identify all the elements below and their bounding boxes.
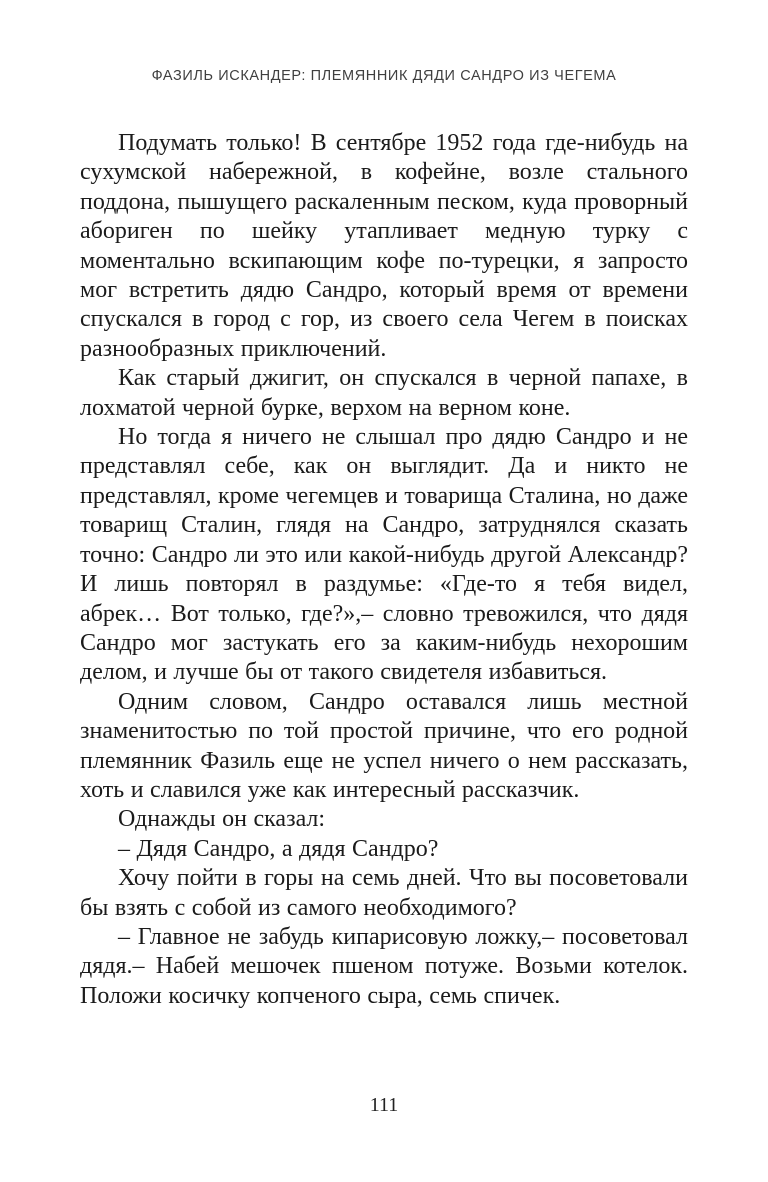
paragraph: Подумать только! В сентябре 1952 года где-нибудь на сухумской набережной, в кофейне, возле стального поддона, пышущего раскаленным песком, куда проворный абориген по шейку утапливает медную турку с моментально вскипающим кофе по-турецки, я запросто мог встретить дядю Сандро, который время от времени спускался в город с гор, из своего села Чегем в поисках разнообразных приключений. [80, 130, 688, 362]
body-text [80, 129, 688, 1011]
running-header: ФАЗИЛЬ ИСКАНДЕР: ПЛЕМЯННИК ДЯДИ САНДРО ИЗ ЧЕГЕМА [151, 68, 617, 84]
paragraph: Но тогда я ничего не слышал про дядю Сандро и не представлял себе, как он выглядит. Да и никто не представлял, кроме чегемцев и товарища Сталина, но даже товарищ Сталин, глядя на Сандро, затруднялся сказать точно: Сандро ли это или какой-нибудь другой Александр? И лишь повторял в раздумье: «Где-то я тебя видел, абрек… Вот только, где?»,– словно тревожился, что дядя Сандро мог застукать его за каким-нибудь нехорошим делом, и лучше бы от такого свидетеля избавиться. [80, 424, 688, 686]
paragraph: – Главное не забудь кипарисовую ложку,– посоветовал дядя.– Набей мешочек пшеном потуже. Возьми котелок. Положи косичку копченого сыра, семь спичек. [80, 923, 688, 1009]
paragraph: – Дядя Сандро, а дядя Сандро? [118, 835, 439, 862]
paragraph: Однажды он сказал: [118, 806, 326, 833]
paragraph: Хочу пойти в горы на семь дней. Что вы посоветовали бы взять с собой из самого необходимого? [80, 865, 688, 921]
paragraph: Как старый джигит, он спускался в черной папахе, в лохматой черной бурке, верхом на верном коне. [80, 365, 688, 421]
page-number: 111 [369, 1094, 399, 1116]
paragraph: Одним словом, Сандро оставался лишь местной знаменитостью по той простой причине, что его родной племянник Фазиль еще не успел ничего о нем рассказать, хоть и славился уже как интересный рассказчик. [80, 688, 688, 803]
